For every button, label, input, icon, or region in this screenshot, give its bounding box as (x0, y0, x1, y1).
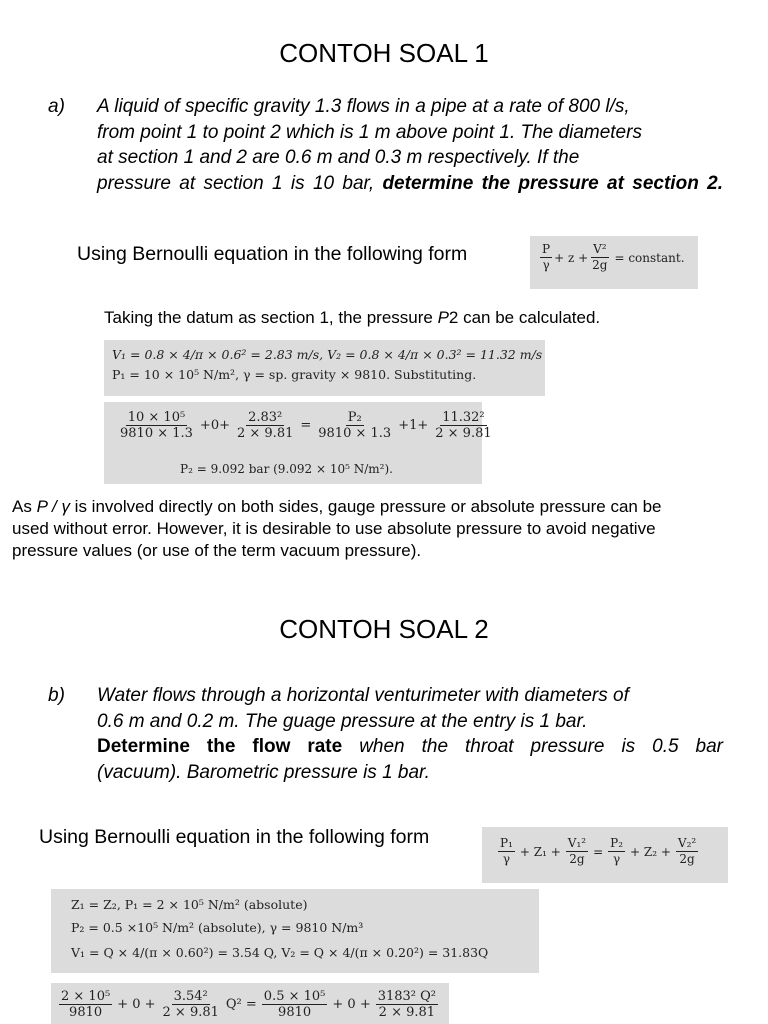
problem-marker-b: b) (48, 685, 65, 706)
given-values-box-2: Z₁ = Z₂, P₁ = 2 × 10⁵ N/m² (absolute) P₂ = 0.5 ×10⁵ N/m² (absolute), γ = 9810 N/m³ V₁ = Q × 4/(π × 0.60²) = 3.54 Q, V₂ = Q × 4/(π × 0.20²) = 31.83Q (51, 889, 539, 973)
bernoulli-form-box-1: $\frac{P}{\gamma}$ + z + $\frac{\text{V²}}{2g}$ = constant. (530, 236, 698, 289)
given-values-box-1: V₁ = 0.8 × 4/π × 0.6² = 2.83 m/s, V₂ = 0.8 × 4/π × 0.3² = 11.32 m/s P₁ = 10 × 10⁵ N/m², γ = sp. gravity × 9810. Substituting. (104, 340, 545, 396)
bernoulli-intro-2: Using Bernoulli equation in the following form (39, 826, 430, 848)
result-p2: P₂ = 9.092 bar (9.092 × 10⁵ N/m²). (180, 462, 393, 476)
problem-a-text: A liquid of specific gravity 1.3 flows in a pipe at a rate of 800 l/s, from point 1 to point 2 which is 1 m above point 1. The diameters at section 1 and 2 are 0.6 m and 0.3 m respectively. If the pressure at section 1 is 10 bar, determine the pressure at section 2. (97, 96, 723, 194)
datum-text: Taking the datum as section 1, the pressure P2 can be calculated. (104, 308, 601, 327)
substitution-box-2: $\frac{\text{2 × 10⁵}}{9810}$ + 0 + $\frac{\text{3.54²}}{2 \times 9.81}$ Q² = $\frac{\text{0.5 × 10⁵}}{9810}$ + 0 + $\frac{\text{3183² Q²}}{2 \times 9.81}$ (51, 983, 449, 1024)
problem-marker-a: a) (48, 96, 65, 117)
absolute-pressure-note: As P / γ is involved directly on both sides, gauge pressure or absolute pressure can be used without error. However, it is desirable to use absolute pressure to avoid negative pressure values (or use of the term vacuum pressure). (12, 497, 662, 560)
title-soal-2: CONTOH SOAL 2 (279, 614, 489, 644)
problem-b-text: Water flows through a horizontal venturimeter with diameters of 0.6 m and 0.2 m. The guage pressure at the entry is 1 bar. Determine the flow rate when the throat pressure is 0.5 bar (vacuum). Barometric pressure is 1 bar. (97, 685, 724, 783)
bernoulli-form-box-2: $\frac{\text{P₁}}{\gamma}$ + Z₁ + $\frac{\text{V₁²}}{2g}$ = $\frac{\text{P₂}}{\gamma}$ + Z₂ + $\frac{\text{V₂²}}{2g}$ (482, 827, 728, 883)
substitution-box-1: $\frac{\text{10 × 10⁵}}{9810 \times 1.3}$ +0+ $\frac{\text{2.83²}}{2 \times 9.81}$ = $\frac{\text{P₂}}{9810 \times 1.3}$ +1+ $\frac{\text{11.32²}}{2 \times 9.81}$ P₂ = 9.092 bar (9.092 × 10⁵ N/m²). (104, 402, 482, 484)
problem-b-emphasis: Determine the flow rate (97, 736, 343, 757)
bernoulli-intro-1: Using Bernoulli equation in the following form (77, 243, 468, 265)
problem-a-emphasis: determine the pressure at section 2. (382, 172, 723, 194)
title-soal-1: CONTOH SOAL 1 (279, 38, 489, 68)
